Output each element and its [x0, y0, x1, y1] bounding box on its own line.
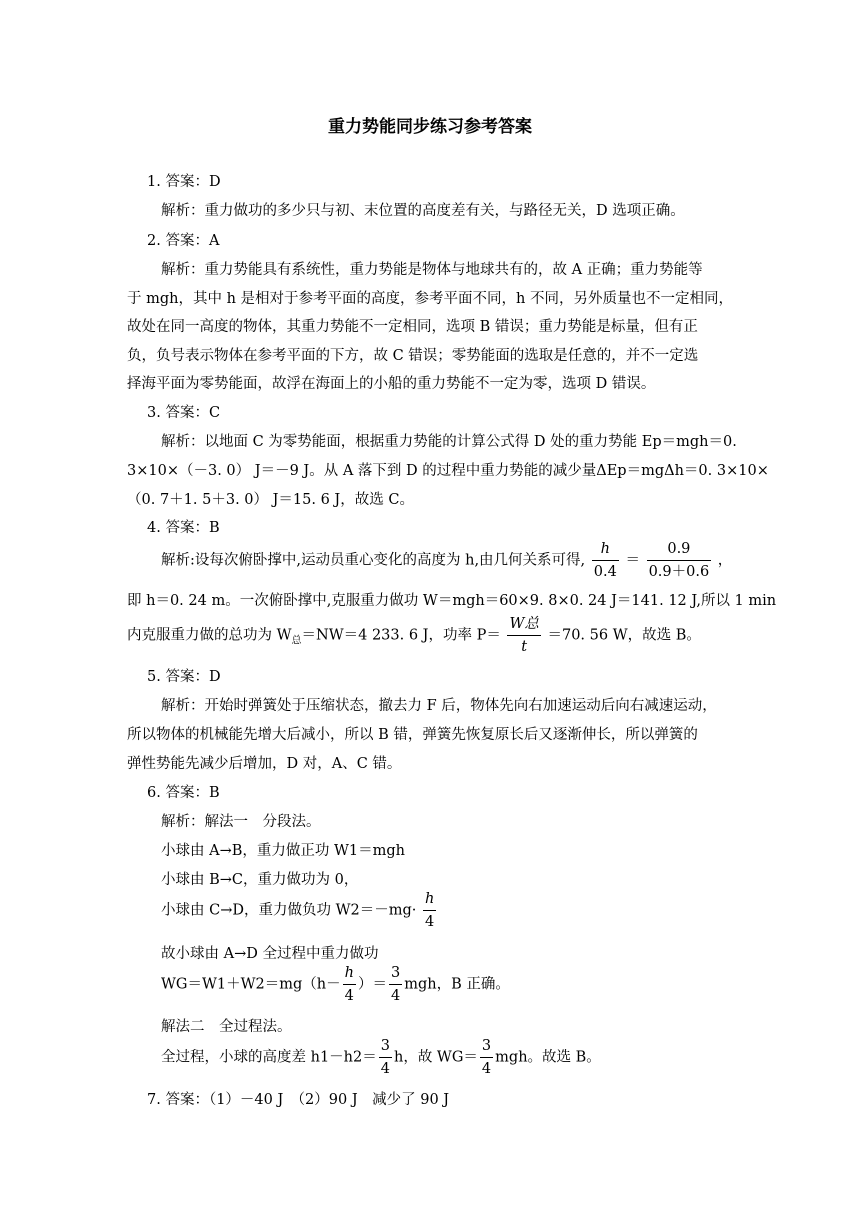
- fraction-numerator: 3: [379, 1035, 392, 1058]
- q6-step1: 小球由 A→B，重力做正功 W1＝mgh: [161, 843, 405, 859]
- fraction-denominator: 4: [344, 988, 354, 1004]
- q4-fraction-w-over-t: [507, 613, 540, 658]
- q6-step2: 小球由 B→C，重力做功为 0，: [161, 872, 359, 888]
- equals-sign: ＝: [625, 552, 640, 569]
- wg-fraction-3-over-4: [389, 962, 402, 1007]
- m2-fraction-3-over-4: [379, 1035, 392, 1080]
- wg-fraction-h-over-4: [343, 962, 356, 1007]
- fraction-denominator: 4: [481, 1061, 492, 1077]
- q6-method2: 解法二 全过程法。: [161, 1019, 292, 1035]
- q6-step3-text: 小球由 C→D，重力做负功 W2＝－mg·: [161, 902, 417, 919]
- q6-method2-equation: [161, 1035, 601, 1080]
- q4-line3-text-a: 内克服重力做的总功为 W: [127, 627, 292, 644]
- q6-wg-equation: [161, 962, 510, 1007]
- q2-line: 负，负号表示物体在参考平面的下方，故 C 错误；零势能面的选取是任意的，并不一定选: [127, 348, 699, 364]
- fraction-denominator: 0.9＋0.6: [648, 564, 710, 580]
- q6-total-intro: 故小球由 A→D 全过程中重力做功: [161, 946, 379, 962]
- q2-line: 于 mgh，其中 h 是相对于参考平面的高度，参考平面不同，h 不同，另外质量也不一定相同，: [127, 291, 733, 307]
- q4-line2: 即 h＝0. 24 m。一次俯卧撑中,克服重力做功 W＝mgh＝60×9. 8×0. 24 J＝141. 12 J,所以 1 min: [127, 593, 777, 609]
- q2-line: 择海平面为零势能面，故浮在海面上的小船的重力势能不一定为零，选项 D 错误。: [127, 376, 656, 392]
- q3-answer: 3. 答案：C: [147, 405, 221, 421]
- q4-line1: [161, 538, 732, 583]
- wg-text-b: ）＝: [357, 976, 387, 993]
- subscript-total: 总: [291, 635, 302, 647]
- q6-step3: [161, 888, 438, 933]
- fraction-denominator: t: [521, 639, 528, 655]
- m2-text-c: mgh。故选 B。: [495, 1049, 601, 1066]
- q3-line: 3×10×（－3. 0） J＝－9 J。从 A 落下到 D 的过程中重力势能的减少量ΔEp＝mgΔh＝0. 3×10×: [127, 463, 769, 479]
- comma: ，: [717, 552, 733, 569]
- q3-line: 解析：以地面 C 为零势能面，根据重力势能的计算公式得 D 处的重力势能 Ep＝mgh＝0.: [161, 434, 737, 450]
- fraction-numerator: 3: [480, 1035, 493, 1058]
- fraction-denominator: 0.4: [593, 564, 617, 580]
- fraction-numerator: h: [423, 888, 436, 911]
- q4-fraction-0.9-over-1.5: [647, 538, 712, 583]
- q3-line: （0. 7＋1. 5＋3. 0） J＝15. 6 J，故选 C。: [127, 492, 414, 508]
- q6-method1: 解析：解法一 分段法。: [161, 814, 321, 830]
- q2-line: 解析：重力势能具有系统性，重力势能是物体与地球共有的，故 A 正确；重力势能等: [161, 262, 703, 278]
- m2-text-b: h，故 WG＝: [393, 1049, 478, 1066]
- q7-answer: 7. 答案：（1）－40 J （2）90 J 减少了 90 J: [147, 1092, 450, 1108]
- wg-text-a: WG＝W1＋W2＝mg（h－: [161, 976, 341, 993]
- fraction-denominator: 4: [380, 1061, 390, 1077]
- fraction-numerator: 3: [389, 962, 402, 985]
- q2-line: 故处在同一高度的物体，其重力势能不一定相同，选项 B 错误；重力势能是标量，但有正: [127, 319, 698, 335]
- wg-text-c: mgh，B 正确。: [404, 976, 510, 993]
- q4-line3: [127, 613, 701, 658]
- q1-analysis: 解析：重力做功的多少只与初、末位置的高度差有关，与路径无关，D 选项正确。: [161, 203, 685, 219]
- q6-answer: 6. 答案：B: [147, 785, 220, 801]
- fraction-numerator: 0.9: [647, 538, 712, 561]
- q4-line3-text-c: ＝70. 56 W，故选 B。: [547, 627, 701, 644]
- m2-text-a: 全过程，小球的高度差 h1－h2＝: [161, 1049, 377, 1066]
- q2-answer: 2. 答案：A: [147, 233, 220, 249]
- fraction-numerator: W总: [507, 613, 540, 636]
- q4-answer: 4. 答案：B: [147, 520, 220, 536]
- fraction-denominator: 4: [425, 914, 435, 930]
- fraction-numerator: h: [343, 962, 356, 985]
- q1-answer: 1. 答案：D: [147, 174, 221, 190]
- q4-line1-text: 解析:设每次俯卧撑中,运动员重心变化的高度为 h,由几何关系可得,: [161, 552, 586, 569]
- q5-line: 弹性势能先减少后增加，D 对，A、C 错。: [127, 756, 402, 772]
- q5-line: 所以物体的机械能先增大后减小，所以 B 错，弹簧先恢复原长后又逐渐伸长，所以弹簧的: [127, 727, 698, 743]
- fraction-denominator: 4: [390, 988, 401, 1004]
- m2-fraction-3-over-4-b: [480, 1035, 493, 1080]
- q6-fraction-h-over-4: [423, 888, 436, 933]
- fraction-numerator: h: [592, 538, 619, 561]
- q5-answer: 5. 答案：D: [147, 669, 221, 685]
- q4-line3-text-b: ＝NW＝4 233. 6 J，功率 P＝: [301, 627, 501, 644]
- q4-fraction-h-over-0.4: [592, 538, 619, 583]
- page-title: 重力势能同步练习参考答案: [328, 117, 532, 137]
- q5-line: 解析：开始时弹簧处于压缩状态，撤去力 F 后，物体先向右加速运动后向右减速运动，: [161, 698, 717, 714]
